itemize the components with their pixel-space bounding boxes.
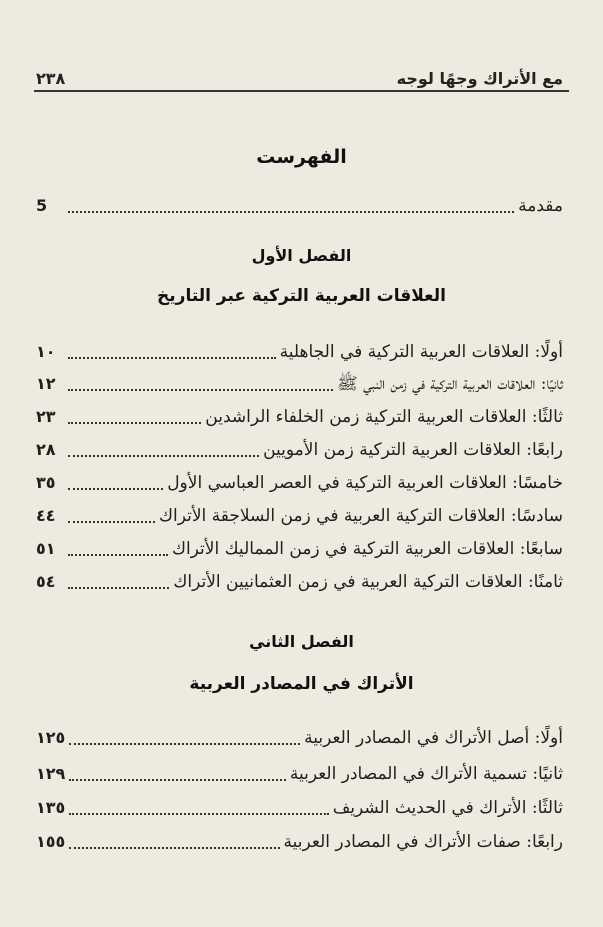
toc-row[interactable]	[36, 794, 563, 822]
toc-row[interactable]	[36, 828, 563, 856]
toc-page-number: ١٢	[36, 374, 56, 393]
toc-page-number: ١٢٥	[36, 728, 66, 747]
toc-page-number: ٣٥	[36, 473, 56, 492]
toc-row-intro[interactable]	[36, 192, 563, 220]
toc-page-number: 5	[36, 196, 48, 215]
toc-page-number: ١٥٥	[36, 832, 66, 851]
toc-label: رابعًا: العلاقات العربية التركية زمن الأمويين	[263, 440, 563, 460]
leader-dots	[68, 389, 333, 391]
leader-dots	[68, 455, 259, 457]
toc-row[interactable]	[36, 338, 563, 366]
toc-page-number: ٢٨	[36, 440, 56, 459]
toc-label: ثانيًا: تسمية الأتراك في المصادر العربية	[289, 764, 563, 784]
toc-row[interactable]	[36, 724, 563, 752]
leader-dots	[68, 587, 169, 589]
chapter1-heading: الفصل الأول	[251, 246, 352, 265]
toc-label: ثالثًا: العلاقات العربية التركية زمن الخلفاء الراشدين	[205, 407, 563, 427]
leader-dots	[68, 521, 155, 523]
toc-label: سابعًا: العلاقات العربية التركية في زمن المماليك الأتراك	[171, 539, 563, 559]
chapter1-subtitle: العلاقات العربية التركية عبر التاريخ	[157, 286, 446, 306]
toc-row[interactable]	[36, 436, 563, 464]
header-rule	[34, 90, 569, 92]
leader-dots	[69, 779, 286, 781]
leader-dots	[69, 743, 300, 745]
toc-page-number: ٢٣	[36, 407, 56, 426]
toc-page-number: ٤٤	[36, 506, 56, 525]
toc-title: الفهرست	[256, 146, 347, 168]
toc-row[interactable]	[36, 469, 563, 497]
leader-dots	[69, 813, 328, 815]
toc-row[interactable]	[36, 760, 563, 788]
leader-dots	[68, 357, 276, 359]
toc-page-number: ٥٤	[36, 572, 56, 591]
toc-label: ثالثًا: الأتراك في الحديث الشريف	[332, 798, 563, 818]
toc-label: خامسًا: العلاقات العربية التركية في العصر العباسي الأول	[167, 473, 563, 493]
leader-dots	[68, 488, 163, 490]
chapter2-subtitle: الأتراك في المصادر العربية	[189, 674, 414, 694]
toc-label: ثامنًا: العلاقات التركية العربية في زمن العثمانيين الأتراك	[173, 572, 563, 592]
toc-row[interactable]	[36, 568, 563, 596]
toc-row[interactable]	[36, 502, 563, 530]
toc-row[interactable]	[36, 403, 563, 431]
toc-row[interactable]	[36, 535, 563, 563]
toc-page-number: ١٣٥	[36, 798, 66, 817]
toc-label: أولًا: أصل الأتراك في المصادر العربية	[304, 728, 563, 748]
leader-dots	[68, 422, 201, 424]
toc-label: سادسًا: العلاقات التركية العربية في زمن السلاجقة الأتراك	[159, 506, 563, 526]
chapter2-heading: الفصل الثاني	[249, 632, 354, 651]
leader-dots	[69, 847, 279, 849]
header-book-title: مع الأتراك وجهًا لوجه	[396, 69, 563, 88]
toc-label: رابعًا: صفات الأتراك في المصادر العربية	[283, 832, 563, 852]
leader-dots	[68, 554, 168, 556]
toc-page-number: ١٢٩	[36, 764, 66, 783]
toc-label: أولًا: العلاقات العربية التركية في الجاهلية	[279, 342, 563, 362]
toc-label: ثانيًا: العلاقات العربية التركية في زمن النبي ﷺ	[337, 374, 563, 394]
toc-page-number: ٥١	[36, 539, 56, 558]
running-header	[36, 58, 563, 88]
toc-label: مقدمة	[518, 196, 563, 216]
header-page-number: ٢٣٨	[36, 69, 66, 88]
toc-row[interactable]	[36, 370, 563, 398]
toc-page-number: ١٠	[36, 342, 56, 361]
leader-dots	[68, 211, 514, 213]
